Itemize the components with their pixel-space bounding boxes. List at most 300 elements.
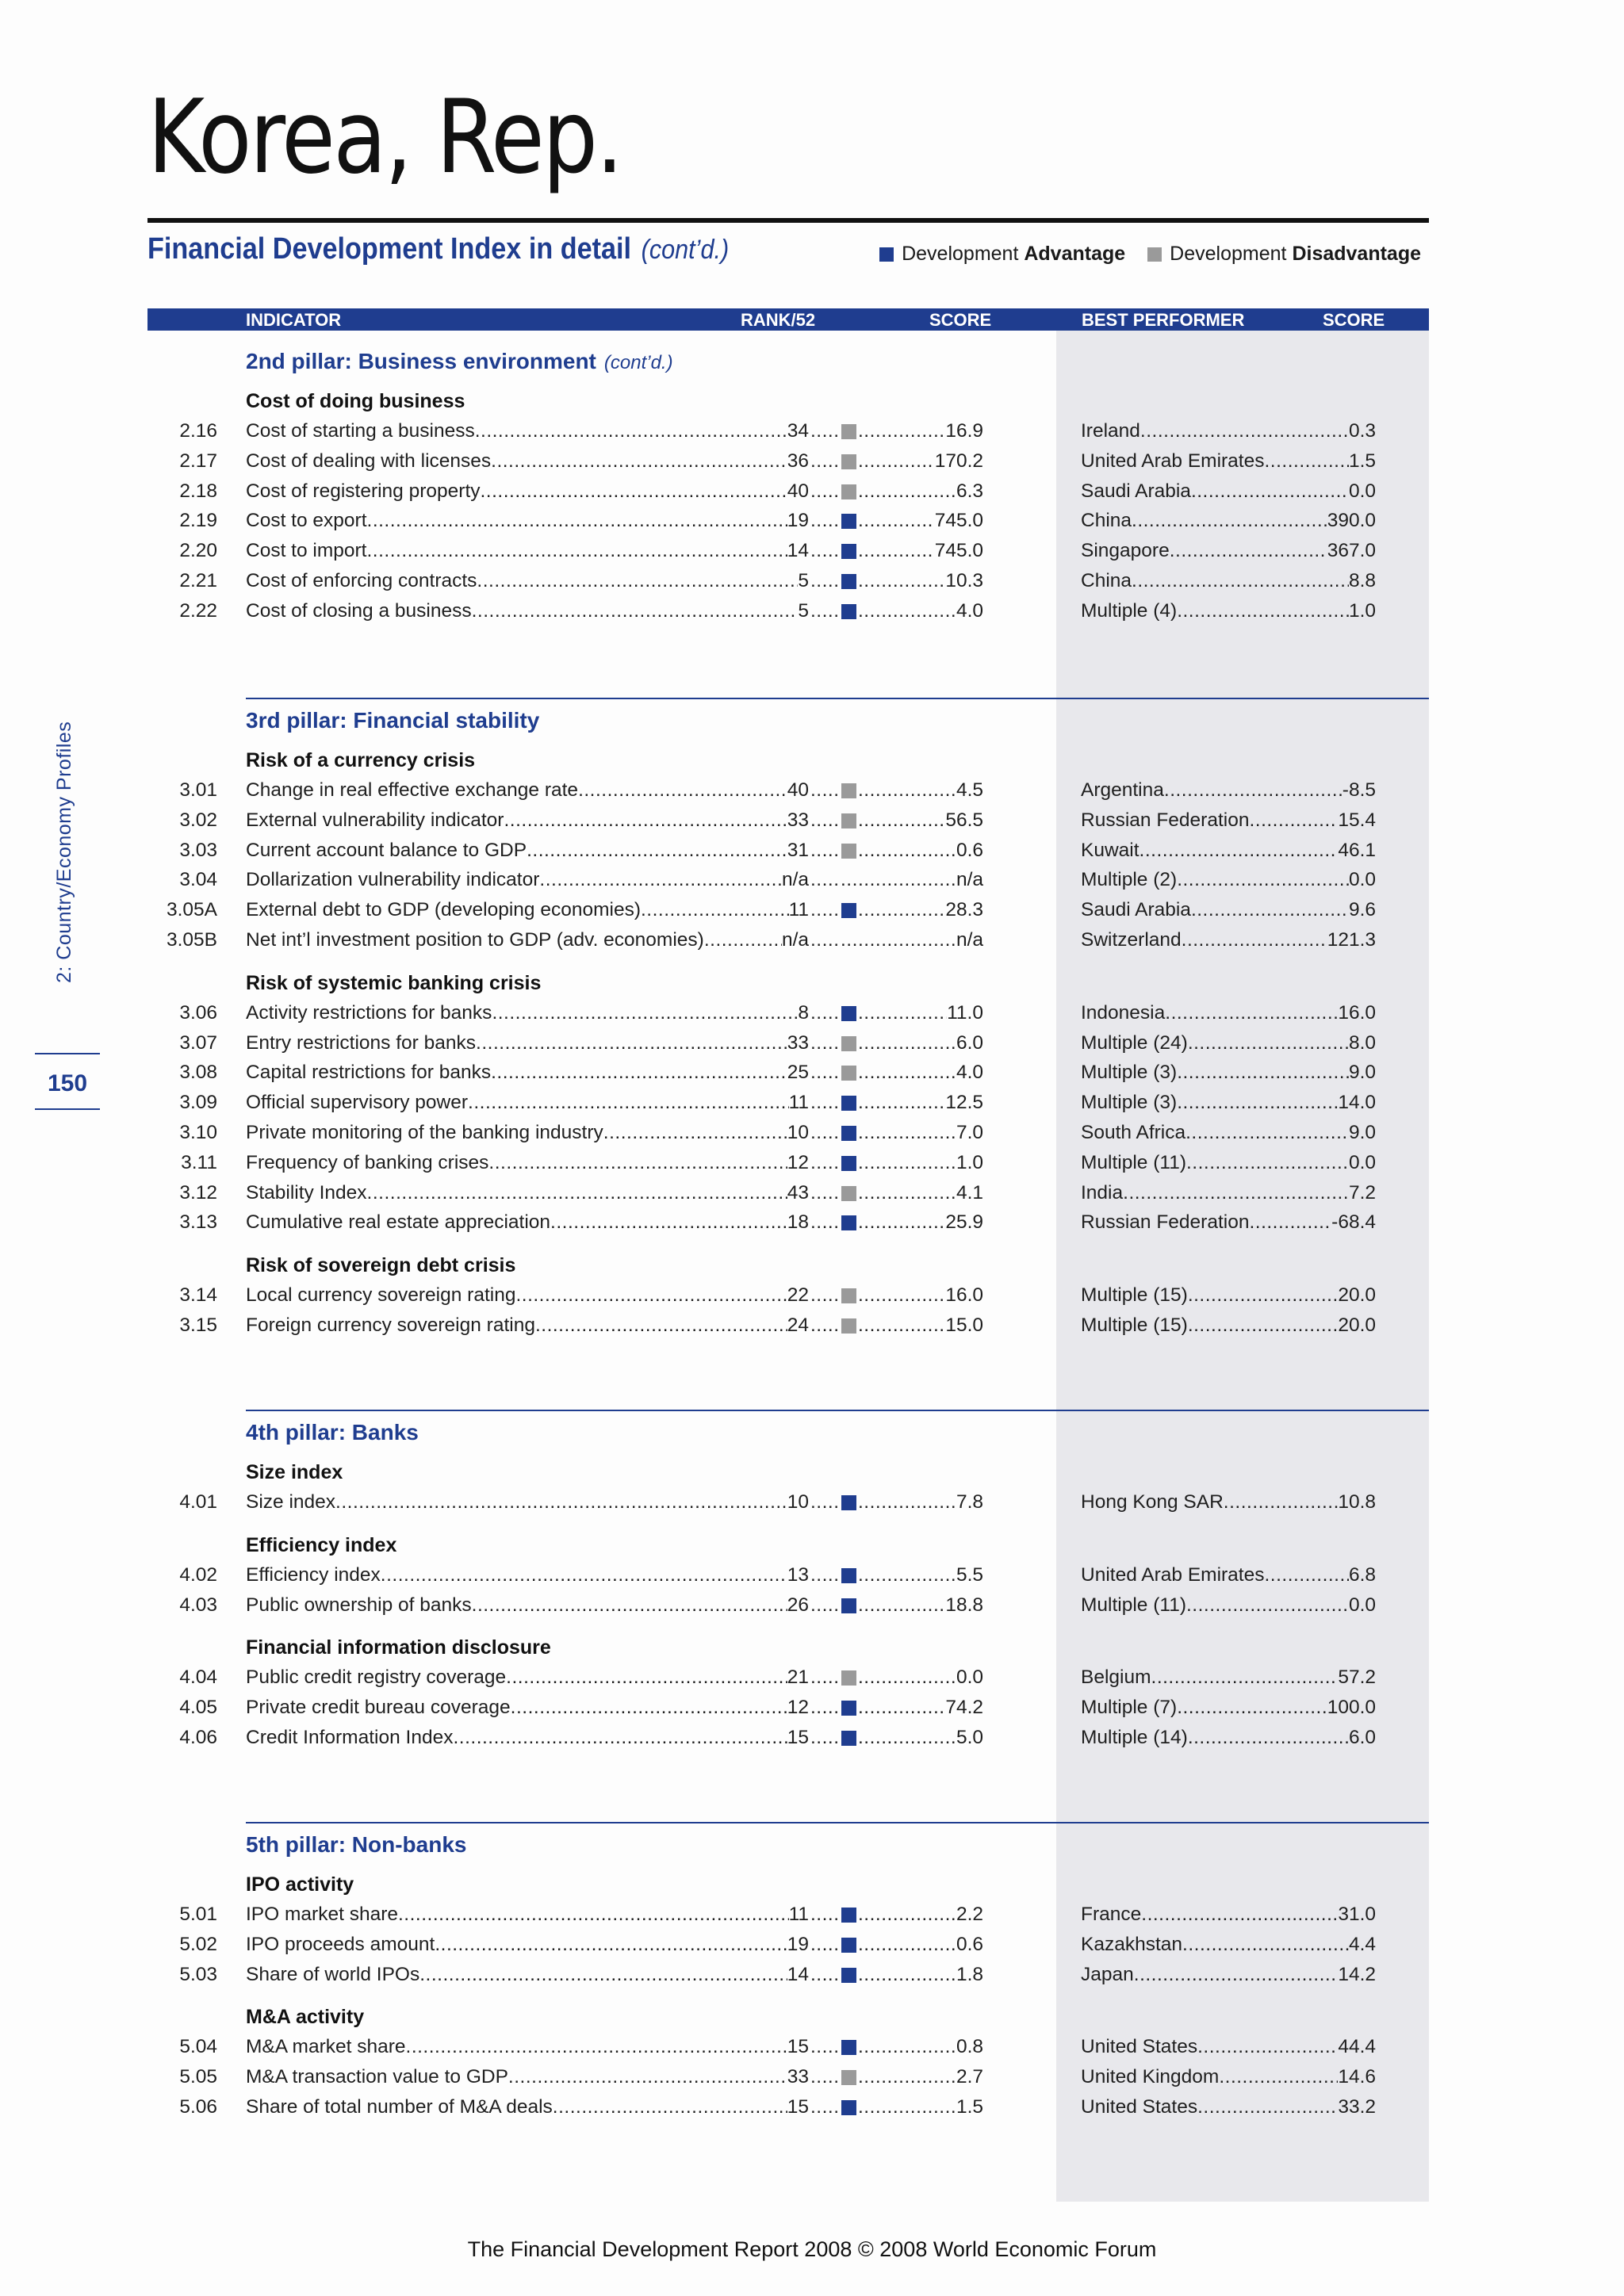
- leader-dots: [810, 1964, 841, 1986]
- score-value: 0.6: [956, 1934, 983, 1955]
- header-score: SCORE: [929, 310, 992, 330]
- leader-dots: [810, 2096, 841, 2118]
- indicator-number: 3.09: [179, 1092, 217, 1113]
- indicator-number: 3.05B: [166, 929, 217, 951]
- score-leader: [858, 450, 983, 473]
- indicator-leader: [246, 1122, 809, 1144]
- indicator-leader: [246, 929, 809, 951]
- subtitle-contd: (cont’d.): [641, 235, 730, 265]
- indicator-number: 2.21: [179, 570, 217, 591]
- indicator-leader: [246, 2036, 809, 2058]
- indicator-label: Public ownership of banks: [246, 1594, 472, 1616]
- best-performer-leader: [1081, 809, 1376, 832]
- leader-dots: [858, 1594, 945, 1617]
- indicator-number: 3.05A: [166, 899, 217, 920]
- score-value: 0.8: [956, 2036, 983, 2057]
- advantage-square-icon: [879, 247, 894, 262]
- score-leader: [858, 2096, 983, 2118]
- best-performer-score: 4.4: [1348, 1934, 1376, 1955]
- leader-dots: [453, 1727, 787, 1749]
- best-performer-name: Russian Federation: [1081, 1211, 1250, 1233]
- disadvantage-square-icon: [841, 783, 856, 798]
- leader-dots: [858, 1002, 947, 1024]
- leader-dots: [1165, 1002, 1338, 1024]
- score-value: 28.3: [945, 899, 983, 920]
- indicator-number: 5.03: [179, 1964, 217, 1985]
- table-row: [0, 450, 1624, 479]
- indicator-number: 3.06: [179, 1002, 217, 1024]
- indicator-number: 4.05: [179, 1697, 217, 1718]
- leader-dots: [1197, 2096, 1338, 2118]
- best-performer-leader: [1081, 1284, 1376, 1307]
- score-value: 25.9: [945, 1211, 983, 1233]
- score-leader: [858, 1934, 983, 1956]
- best-performer-name: Argentina: [1081, 779, 1164, 801]
- indicator-number: 5.05: [179, 2066, 217, 2087]
- score-leader: [858, 1182, 983, 1204]
- score-leader: [858, 1002, 983, 1024]
- table-row: [0, 1122, 1624, 1150]
- leader-dots: [858, 1491, 956, 1513]
- table-row: [0, 420, 1624, 449]
- leader-dots: [810, 420, 841, 442]
- leader-dots: [398, 1904, 789, 1926]
- leader-dots: [511, 1697, 787, 1719]
- group-title: Risk of a currency crisis: [246, 749, 476, 771]
- table-row: [0, 600, 1624, 629]
- leader-dots: [1249, 1211, 1331, 1234]
- pillar-title-contd: (cont’d.): [603, 352, 673, 373]
- leader-dots: [419, 1964, 787, 1986]
- rank-value: 5: [798, 600, 809, 622]
- indicator-leader: [246, 1062, 809, 1084]
- leader-dots: [810, 1092, 841, 1114]
- indicator-number: 3.10: [179, 1122, 217, 1143]
- leader-dots: [810, 1727, 841, 1749]
- table-row: [0, 1904, 1624, 1932]
- indicator-number: 2.16: [179, 420, 217, 442]
- advantage-square-icon: [841, 1006, 856, 1021]
- rank-value: 33: [787, 809, 809, 831]
- leader-dots: [1186, 1594, 1349, 1617]
- indicator-number: 3.08: [179, 1062, 217, 1083]
- score-leader: [858, 779, 983, 802]
- rank-value: 11: [788, 899, 809, 920]
- disadvantage-square-icon: [1147, 247, 1162, 262]
- indicator-number: 2.19: [179, 510, 217, 531]
- leader-dots: [858, 570, 945, 592]
- legend-advantage: [879, 243, 1125, 266]
- leader-dots: [858, 450, 935, 473]
- table-row: [0, 899, 1624, 928]
- best-performer-score: 46.1: [1338, 840, 1376, 861]
- best-performer-name: India: [1081, 1182, 1124, 1203]
- indicator-leader: [246, 1002, 809, 1024]
- rank-value: n/a: [781, 869, 809, 890]
- rank-value: 12: [787, 1152, 809, 1173]
- best-performer-score: 0.0: [1348, 1594, 1376, 1616]
- rank-value: n/a: [781, 929, 809, 951]
- leader-dots: [810, 1182, 841, 1204]
- indicator-number: 3.12: [179, 1182, 217, 1203]
- best-performer-name: Multiple (11): [1081, 1594, 1186, 1616]
- score-value: 10.3: [945, 570, 983, 591]
- best-performer-name: Switzerland: [1081, 929, 1182, 951]
- leader-dots: [858, 840, 956, 862]
- best-performer-name: France: [1081, 1904, 1142, 1925]
- score-value: 15.0: [945, 1314, 983, 1336]
- table-row: [0, 480, 1624, 509]
- score-value: n/a: [956, 869, 983, 890]
- advantage-square-icon: [841, 514, 856, 529]
- indicator-label: Cost to import: [246, 540, 367, 561]
- leader-dots: [1177, 1092, 1338, 1114]
- table-row: [0, 1032, 1624, 1061]
- best-performer-leader: [1081, 1667, 1376, 1689]
- leader-dots: [1188, 1727, 1349, 1749]
- disadvantage-square-icon: [841, 1288, 856, 1303]
- leader-dots: [1197, 2036, 1338, 2058]
- score-value: 2.7: [956, 2066, 983, 2087]
- leader-dots: [491, 450, 787, 473]
- indicator-leader: [246, 1564, 809, 1586]
- header-best-score: SCORE: [1323, 310, 1385, 330]
- leader-dots: [641, 899, 789, 921]
- leader-dots: [858, 929, 956, 951]
- score-value: 56.5: [945, 809, 983, 831]
- indicator-label: External vulnerability indicator: [246, 809, 504, 831]
- rank-value: 12: [787, 1697, 809, 1718]
- pillar-separator: [246, 1822, 1429, 1823]
- leader-dots: [1177, 600, 1349, 622]
- rank-value: 14: [787, 540, 809, 561]
- leader-dots: [858, 1032, 956, 1054]
- best-performer-leader: [1081, 2066, 1376, 2088]
- leader-dots: [810, 1211, 841, 1234]
- leader-dots: [504, 809, 787, 832]
- disadvantage-square-icon: [841, 1318, 856, 1334]
- leader-dots: [1182, 929, 1327, 951]
- leader-dots: [1132, 510, 1327, 532]
- leader-dots: [1185, 1122, 1349, 1144]
- score-leader: [858, 510, 983, 532]
- leader-dots: [508, 2066, 787, 2088]
- disadvantage-square-icon: [841, 2070, 856, 2085]
- advantage-square-icon: [841, 903, 856, 918]
- best-performer-score: 9.6: [1348, 899, 1376, 920]
- score-value: 5.5: [956, 1564, 983, 1586]
- leader-dots: [810, 840, 841, 862]
- best-performer-score: 390.0: [1327, 510, 1376, 531]
- score-value: 5.0: [956, 1727, 983, 1748]
- best-performer-score: 14.6: [1338, 2066, 1376, 2087]
- advantage-square-icon: [841, 1968, 856, 1983]
- leader-dots: [858, 1964, 956, 1986]
- score-value: 1.0: [956, 1152, 983, 1173]
- group-title: IPO activity: [246, 1873, 354, 1896]
- score-value: 1.5: [956, 2096, 983, 2118]
- leader-dots: [858, 510, 935, 532]
- best-performer-score: 20.0: [1338, 1314, 1376, 1336]
- leader-dots: [1191, 480, 1349, 503]
- leader-dots: [1170, 540, 1327, 562]
- leader-dots: [810, 480, 841, 503]
- advantage-square-icon: [841, 1908, 856, 1923]
- table-row: [0, 1697, 1624, 1725]
- best-performer-leader: [1081, 1564, 1376, 1586]
- table-row: [0, 1491, 1624, 1520]
- leader-dots: [810, 1314, 841, 1337]
- table-row: [0, 570, 1624, 599]
- rank-value: 15: [787, 1727, 809, 1748]
- leader-dots: [858, 420, 945, 442]
- disadvantage-square-icon: [841, 813, 856, 828]
- rank-value: 10: [787, 1122, 809, 1143]
- score-leader: [858, 570, 983, 592]
- pillar-title: [246, 1420, 419, 1445]
- disadvantage-square-icon: [841, 1066, 856, 1081]
- leader-dots: [1188, 1284, 1339, 1307]
- indicator-label: Efficiency index: [246, 1564, 381, 1586]
- pillar-title-text: 2nd pillar: Business environment: [246, 349, 596, 373]
- leader-dots: [858, 1564, 956, 1586]
- leader-dots: [810, 600, 841, 622]
- best-performer-name: United Arab Emirates: [1081, 450, 1265, 472]
- best-performer-leader: [1081, 2096, 1376, 2118]
- leader-dots: [1177, 869, 1349, 891]
- score-value: n/a: [956, 929, 983, 951]
- indicator-label: M&A market share: [246, 2036, 406, 2057]
- best-performer-name: Multiple (4): [1081, 600, 1178, 622]
- score-value: 745.0: [934, 540, 983, 561]
- leader-dots: [1265, 1564, 1349, 1586]
- score-value: 7.8: [956, 1491, 983, 1513]
- score-leader: [858, 1667, 983, 1689]
- best-performer-score: 15.4: [1338, 809, 1376, 831]
- score-value: 4.0: [956, 1062, 983, 1083]
- best-performer-score: 8.0: [1348, 1032, 1376, 1054]
- indicator-leader: [246, 480, 809, 503]
- score-leader: [858, 1904, 983, 1926]
- table-row: [0, 1564, 1624, 1593]
- indicator-leader: [246, 1284, 809, 1307]
- table-row: [0, 809, 1624, 838]
- score-leader: [858, 869, 983, 891]
- indicator-number: 3.01: [179, 779, 217, 801]
- leader-dots: [1141, 1904, 1338, 1926]
- leader-dots: [810, 1594, 841, 1617]
- score-leader: [858, 1062, 983, 1084]
- indicator-number: 5.01: [179, 1904, 217, 1925]
- score-value: 170.2: [934, 450, 983, 472]
- indicator-label: Cost to export: [246, 510, 367, 531]
- best-performer-leader: [1081, 929, 1376, 951]
- score-leader: [858, 420, 983, 442]
- indicator-label: Stability Index: [246, 1182, 367, 1203]
- table-row: [0, 510, 1624, 538]
- best-performer-score: 0.3: [1348, 420, 1376, 442]
- leader-dots: [858, 1904, 956, 1926]
- indicator-number: 3.07: [179, 1032, 217, 1054]
- indicator-number: 3.15: [179, 1314, 217, 1336]
- indicator-leader: [246, 1727, 809, 1749]
- table-row: [0, 2066, 1624, 2095]
- indicator-leader: [246, 570, 809, 592]
- best-performer-leader: [1081, 1491, 1376, 1513]
- leader-dots: [435, 1934, 787, 1956]
- leader-dots: [1132, 570, 1349, 592]
- leader-dots: [468, 1092, 789, 1114]
- best-performer-score: -68.4: [1331, 1211, 1376, 1233]
- indicator-leader: [246, 1667, 809, 1689]
- best-performer-leader: [1081, 1904, 1376, 1926]
- best-performer-score: 14.2: [1338, 1964, 1376, 1985]
- legend-advantage-bold: Advantage: [1024, 243, 1126, 265]
- leader-dots: [475, 420, 787, 442]
- best-performer-name: China: [1081, 510, 1132, 531]
- indicator-label: Public credit registry coverage: [246, 1667, 507, 1688]
- table-row: [0, 1062, 1624, 1090]
- indicator-label: Activity restrictions for banks: [246, 1002, 492, 1024]
- best-performer-name: Multiple (11): [1081, 1152, 1186, 1173]
- rank-value: 24: [787, 1314, 809, 1336]
- header-indicator: INDICATOR: [246, 310, 342, 330]
- pillar-title: [246, 708, 539, 733]
- leader-dots: [810, 1697, 841, 1719]
- indicator-label: Change in real effective exchange rate: [246, 779, 579, 801]
- leader-dots: [858, 1934, 956, 1956]
- leader-dots: [858, 540, 935, 562]
- best-performer-score: 9.0: [1348, 1062, 1376, 1083]
- leader-dots: [472, 600, 799, 622]
- best-performer-leader: [1081, 1697, 1376, 1719]
- leader-dots: [810, 1002, 841, 1024]
- indicator-number: 3.11: [181, 1152, 217, 1173]
- leader-dots: [858, 899, 945, 921]
- indicator-number: 5.06: [179, 2096, 217, 2118]
- table-row: [0, 1211, 1624, 1240]
- score-value: 7.0: [956, 1122, 983, 1143]
- leader-dots: [858, 1062, 956, 1084]
- advantage-square-icon: [841, 1096, 856, 1111]
- leader-dots: [858, 2066, 956, 2088]
- best-performer-leader: [1081, 1727, 1376, 1749]
- best-performer-score: 20.0: [1338, 1284, 1376, 1306]
- rank-value: 33: [787, 2066, 809, 2087]
- best-performer-leader: [1081, 1934, 1376, 1956]
- best-performer-score: 7.2: [1348, 1182, 1376, 1203]
- best-performer-name: Saudi Arabia: [1081, 480, 1191, 502]
- best-performer-leader: [1081, 450, 1376, 473]
- best-performer-leader: [1081, 1062, 1376, 1084]
- indicator-number: 3.13: [179, 1211, 217, 1233]
- table-row: [0, 1667, 1624, 1695]
- indicator-leader: [246, 1152, 809, 1174]
- rank-value: 11: [788, 1092, 809, 1113]
- indicator-leader: [246, 2066, 809, 2088]
- leader-dots: [1224, 1491, 1339, 1513]
- rank-value: 36: [787, 450, 809, 472]
- leader-dots: [553, 2096, 787, 2118]
- best-performer-leader: [1081, 480, 1376, 503]
- leader-dots: [1123, 1182, 1349, 1204]
- score-value: 4.0: [956, 600, 983, 622]
- best-performer-score: 0.0: [1348, 1152, 1376, 1173]
- best-performer-leader: [1081, 570, 1376, 592]
- leader-dots: [858, 600, 956, 622]
- leader-dots: [1151, 1667, 1339, 1689]
- score-value: 2.2: [956, 1904, 983, 1925]
- rank-value: 40: [787, 779, 809, 801]
- table-row: [0, 929, 1624, 958]
- indicator-leader: [246, 899, 809, 921]
- indicator-leader: [246, 1964, 809, 1986]
- leader-dots: [488, 1152, 787, 1174]
- indicator-leader: [246, 809, 809, 832]
- best-performer-name: United Arab Emirates: [1081, 1564, 1265, 1586]
- leader-dots: [491, 1062, 787, 1084]
- title-rule: [147, 218, 1429, 223]
- leader-dots: [858, 1314, 945, 1337]
- indicator-number: 5.02: [179, 1934, 217, 1955]
- best-performer-score: 33.2: [1338, 2096, 1376, 2118]
- indicator-label: External debt to GDP (developing economies): [246, 899, 641, 920]
- advantage-square-icon: [841, 544, 856, 559]
- indicator-label: Private monitoring of the banking industry: [246, 1122, 603, 1143]
- leader-dots: [810, 2066, 841, 2088]
- table-row: [0, 840, 1624, 868]
- section-subtitle: [147, 232, 729, 266]
- leader-dots: [858, 809, 945, 832]
- leader-dots: [527, 840, 787, 862]
- indicator-leader: [246, 420, 809, 442]
- table-row: [0, 1594, 1624, 1623]
- indicator-label: Dollarization vulnerability indicator: [246, 869, 540, 890]
- score-leader: [858, 1092, 983, 1114]
- indicator-leader: [246, 1491, 809, 1513]
- advantage-square-icon: [841, 2040, 856, 2055]
- indicator-label: Local currency sovereign rating: [246, 1284, 516, 1306]
- leader-dots: [367, 540, 787, 562]
- table-row: [0, 1934, 1624, 1962]
- table-row: [0, 2096, 1624, 2125]
- score-leader: [858, 809, 983, 832]
- leader-dots: [1188, 1314, 1339, 1337]
- score-leader: [858, 1564, 983, 1586]
- table-header: [147, 308, 1429, 331]
- best-performer-leader: [1081, 840, 1376, 862]
- indicator-label: Credit Information Index: [246, 1727, 454, 1748]
- score-value: 745.0: [934, 510, 983, 531]
- advantage-square-icon: [841, 574, 856, 589]
- rank-value: 14: [787, 1964, 809, 1985]
- group-title: Risk of systemic banking crisis: [246, 971, 542, 994]
- advantage-square-icon: [841, 1731, 856, 1746]
- leader-dots: [810, 450, 841, 473]
- leader-dots: [810, 540, 841, 562]
- table-row: [0, 1284, 1624, 1313]
- disadvantage-square-icon: [841, 424, 856, 439]
- score-value: 11.0: [947, 1002, 983, 1024]
- leader-dots: [810, 1904, 841, 1926]
- best-performer-name: Multiple (14): [1081, 1727, 1188, 1748]
- indicator-number: 5.04: [179, 2036, 217, 2057]
- score-leader: [858, 600, 983, 622]
- table-row: [0, 869, 1624, 897]
- leader-dots: [578, 779, 787, 802]
- leader-dots: [810, 570, 841, 592]
- score-leader: [858, 1594, 983, 1617]
